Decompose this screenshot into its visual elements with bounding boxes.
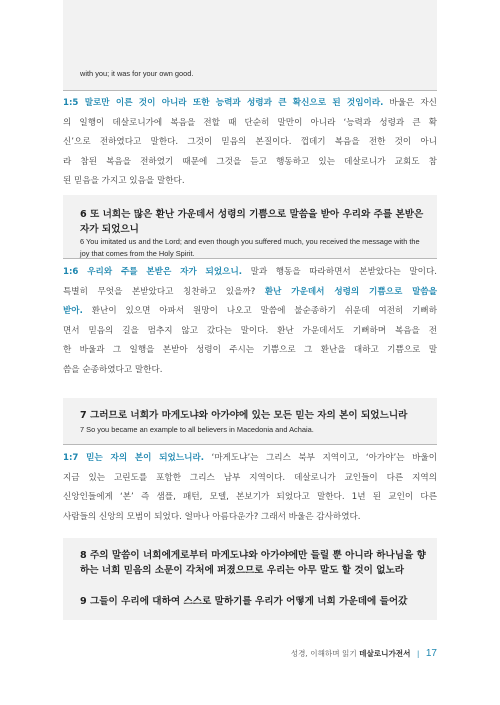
verse-english-text: 7 So you became an example to all believers in Macedonia and Achaia. [80,425,314,434]
footer-book-title: 데살로니가전서 [359,649,411,658]
commentary-line: 특별히 무엇을 본받았다고 칭찬하고 있을까? 환난 가운데서 성령의 기쁨으로 말씀을 [63,286,437,297]
verse-english-text: with you; it was for your own good. [80,69,194,78]
page-number: 17 [425,648,437,659]
commentary-line: 된 믿음을 가지고 있음을 말한다. [63,176,185,186]
commentary-line: 신’으로 전하였다고 말한다. 그것이 믿음의 본질이다. 껍데기 복음을 전한 것이 아니 [63,137,437,147]
commentary-line: 씀을 순종하였다고 말한다. [63,364,163,375]
verse-box-8-9 [63,538,437,620]
commentary-line: 받아. 환난이 있으면 아파서 원망이 나오고 말씀에 불순종하기 쉬운데 여전히 기뻐하 [63,306,437,316]
verse-korean-text: 6 또 너희는 많은 환난 가운데서 성령의 기쁨으로 말씀을 받아 우리와 주를 본받은 자가 되었으니 [80,209,424,235]
commentary-line: 의 일행이 데살로니가에 복음을 전할 때 단순히 말만이 아니라 ‘능력과 성령과 큰 확 [63,117,437,128]
verse-box-6 [63,195,437,259]
verse-korean-text: 8 주의 말씀이 너희에게로부터 마게도냐와 아가야에만 들릴 뿐 아니라 하나님을 향하는 너희 믿음의 소문이 각처에 퍼졌으므로 우리는 아무 말도 할 것이 없노라 [80,550,426,576]
commentary-line: 1:6 우리와 주를 본받은 자가 되었으니. 말과 행동을 따라하면서 본받았다는 말이다. [63,267,437,277]
commentary-line: 라 참된 복음을 전하였기 때문에 그것을 듣고 행동하고 있는 데살로니가 교회도 참 [63,156,437,167]
commentary-1-7 [63,449,437,527]
commentary-line: 지금 있는 고린도를 포함한 그리스 남부 지역이다. 데살로니가 교인들이 다른 지역의 [63,472,437,483]
commentary-line: 면서 믿음의 길을 멈추지 않고 갔다는 말이다. 환난 가운데서도 기뻐하며 복음을 전 [63,325,437,336]
footer-separator: | [416,649,420,658]
commentary-line: 신앙인들에게 ‘본’ 즉 샘플, 패턴, 모델, 본보기가 되었다고 말한다. 1년 된 교인이 다른 [63,492,437,502]
verse-box-top [63,0,437,91]
verse-english-text: 6 You imitated us and the Lord; and even though you suffered much, you received the message with the joy that comes from the Holy Spirit. [80,237,420,258]
commentary-line: 사람들의 신앙의 모범이 되었다. 얼마나 아름다운가? 그래서 바울은 감사하였다. [63,511,361,522]
commentary-1-6 [63,263,437,380]
verse-box-7 [63,398,437,445]
commentary-1-5 [63,94,437,192]
page-footer [291,648,437,659]
commentary-line: 한 바울과 그 일행을 본받아 성령이 주시는 기쁨으로 그 환난을 대하고 기쁨으로 말 [63,345,437,355]
verse-korean-text: 9 그들이 우리에 대하여 스스로 말하기를 우리가 어떻게 너희 가운데에 들어갔 [80,596,408,607]
verse-korean-text: 7 그러므로 너희가 마게도냐와 아가야에 있는 모든 믿는 자의 본이 되었느니라 [80,410,408,421]
footer-book-series: 성경, 이해하며 읽기 [290,649,357,658]
commentary-line: 1:7 믿는 자의 본이 되었느니라. ‘마게도냐’는 그리스 북부 지역이고, ‘아가야’는 바울이 [63,453,437,463]
commentary-line: 1:5 말로만 이른 것이 아니라 또한 능력과 성령과 큰 확신으로 된 것임이라. 바울은 자신 [63,98,437,108]
